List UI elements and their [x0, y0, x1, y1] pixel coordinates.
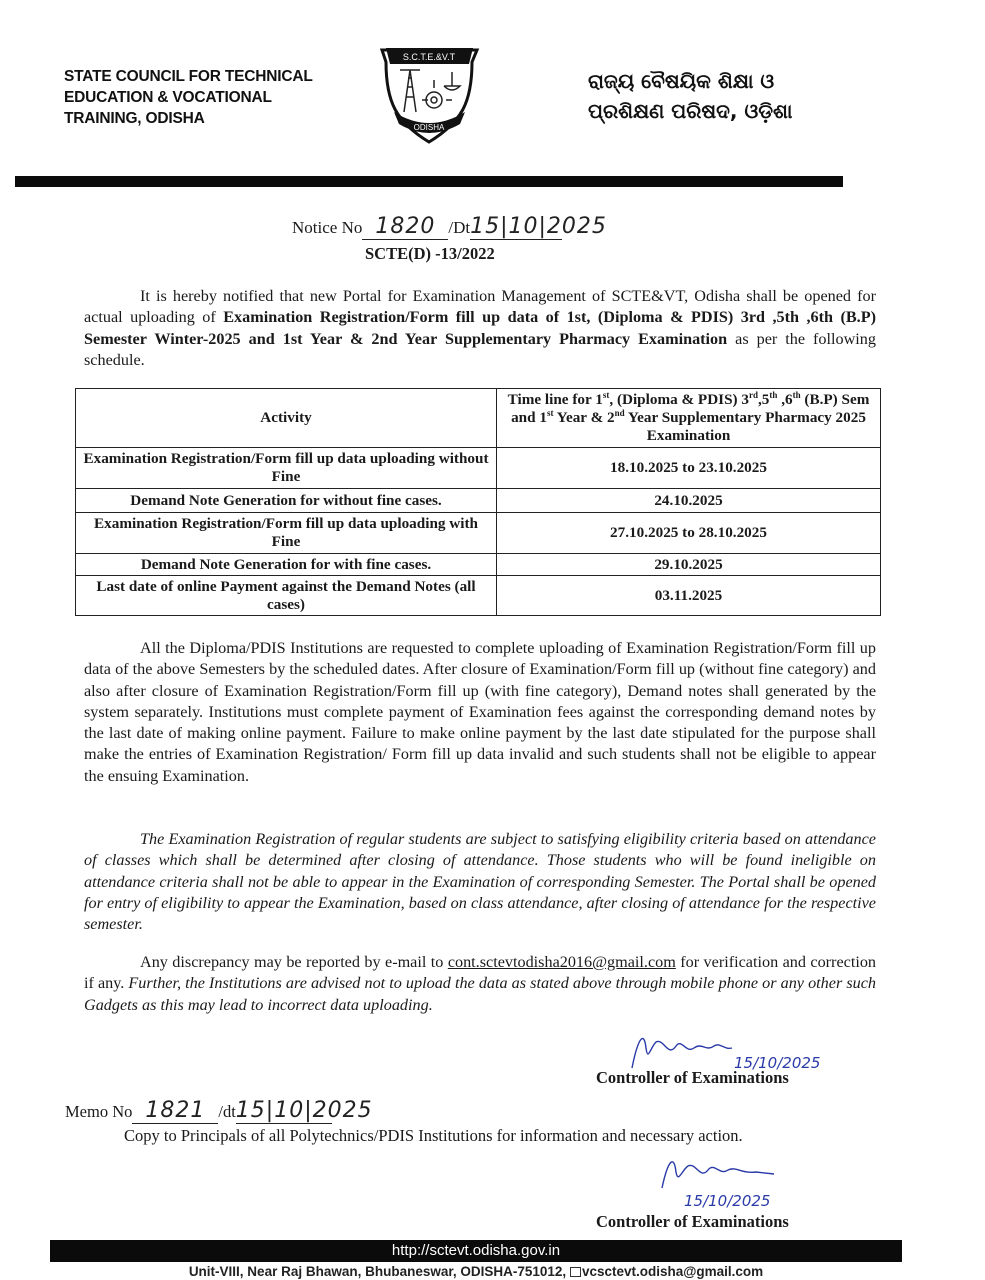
email-icon — [570, 1267, 581, 1277]
copy-to-line: Copy to Principals of all Polytechnics/PDIS Institutions for information and necessary action. — [124, 1126, 743, 1145]
svg-text:15/10/2025: 15/10/2025 — [734, 1054, 821, 1072]
institutions-paragraph: All the Diploma/PDIS Institutions are requested to complete uploading of Examination Registration/Form fill up data of the above Semesters by the scheduled dates. After closure of Examination/Form fill up (without fine category) and also after closure of Examination Registration/Form fill up (with fine category), Demand notes shall generated by the system separately. Institutions must complete payment of Examination fees against the corresponding demand notes by the last date of making online payment. Failure to make online payment by the last date stipulated for the purpose shall make the entries of Examination Registration/ Form fill up data invalid and such students shall not be eligible to appear the ensuing Examination. — [84, 639, 876, 785]
table-row — [76, 489, 881, 513]
svg-text:ODISHA: ODISHA — [413, 123, 445, 132]
row-activity: Examination Registration/Form fill up data uploading with Fine — [76, 513, 497, 554]
svg-text:15/10/2025: 15/10/2025 — [684, 1192, 771, 1210]
footer-address: Unit-VIII, Near Raj Bhawan, Bhubaneswar, ODISHA-751012, vcsctevt.odisha@gmail.com — [188, 1264, 764, 1279]
table-row — [76, 448, 881, 489]
header-activity: Activity — [76, 389, 497, 448]
memo-number: 1821 — [145, 1098, 206, 1123]
row-activity: Demand Note Generation for with fine cases. — [76, 554, 497, 576]
notice-date-label: /Dt — [448, 218, 471, 237]
row-activity: Last date of online Payment against the Demand Notes (all cases) — [76, 576, 497, 616]
discrepancy-paragraph: Any discrepancy may be reported by e-mail to cont.sctevtodisha2016@gmail.com for verification and correction if any. Further, the Institutions are advised not to upload the data as stated above through mobile phone or any other such Gadgets as this may lead to incorrect data uploading. — [84, 953, 877, 1014]
row-timeline: 18.10.2025 to 23.10.2025 — [497, 448, 881, 489]
intro-paragraph: It is hereby notified that new Portal for Examination Management of SCTE&VT, Odisha shall be opened for actual uploading of Examination Registration/Form fill up data of 1st, (Diploma & PDIS) 3rd ,5th ,6th (B.P) Semester Winter-2025 and 1st Year & 2nd Year Supplementary Pharmacy Examination as per the following schedule. — [84, 287, 876, 369]
memo-number-line — [65, 1098, 373, 1124]
schedule-table — [75, 388, 881, 616]
footer-website-link[interactable]: http://sctevt.odisha.gov.in — [391, 1242, 561, 1259]
row-activity: Demand Note Generation for without fine cases. — [76, 489, 497, 513]
notice-number-line — [292, 214, 607, 240]
signature-block-1 — [596, 1028, 856, 1090]
handwritten-signature-icon — [656, 1152, 836, 1210]
signature-2-title: Controller of Examinations — [596, 1212, 789, 1231]
notice-label: Notice No — [292, 218, 363, 237]
org-name-line-2: EDUCATION & VOCATIONAL — [64, 89, 272, 106]
table-row — [76, 554, 881, 576]
memo-date-label: /dt — [218, 1102, 236, 1121]
signature-1-title: Controller of Examinations — [596, 1068, 789, 1087]
org-name-line-3: TRAINING, ODISHA — [64, 110, 205, 127]
org-name-english — [64, 66, 313, 129]
org-name-odia-line-1: ରାଜ୍ୟ ବୈଷୟିକ ଶିକ୍ଷା ଓ — [588, 69, 775, 93]
notice-date: 15|10|2025 — [470, 214, 607, 239]
table-header-row — [76, 389, 881, 448]
notice-reference: SCTE(D) -13/2022 — [365, 244, 495, 263]
row-timeline: 27.10.2025 to 28.10.2025 — [497, 513, 881, 554]
footer-email[interactable]: vcsctevt.odisha@gmail.com — [581, 1264, 764, 1279]
row-activity: Examination Registration/Form fill up data uploading without Fine — [76, 448, 497, 489]
header-timeline: Time line for 1st, (Diploma & PDIS) 3rd,5th ,6th (B.P) Sem and 1st Year & 2nd Year Supplementary Pharmacy 2025 Examination — [497, 389, 881, 448]
svg-text:S.C.T.E.&V.T: S.C.T.E.&V.T — [402, 52, 456, 62]
emblem-shield-icon — [372, 42, 487, 147]
row-timeline: 03.11.2025 — [497, 576, 881, 616]
header-divider — [15, 176, 843, 187]
footer-website-bar — [50, 1240, 902, 1262]
org-name-odia-line-2: ପ୍ରଶିକ୍ଷଣ ପରିଷଦ, ଓଡ଼ିଶା — [588, 99, 793, 123]
signature-block-2 — [596, 1152, 856, 1232]
intro-bold-text: Examination Registration/Form fill up data of 1st, (Diploma & PDIS) 3rd ,5th ,6th (B.P) Semester Winter-2025 and 1st Year & 2nd Year Supplementary Pharmacy Examination — [84, 308, 876, 348]
contact-email-link[interactable]: cont.sctevtodisha2016@gmail.com — [447, 953, 676, 971]
row-timeline: 24.10.2025 — [497, 489, 881, 513]
table-row — [76, 576, 881, 616]
table-row — [76, 513, 881, 554]
org-name-odia — [588, 66, 792, 126]
row-timeline: 29.10.2025 — [497, 554, 881, 576]
memo-label: Memo No — [65, 1102, 133, 1121]
eligibility-paragraph: The Examination Registration of regular students are subject to satisfying eligibility criteria based on attendance of classes which shall be determined after closing of attendance. Those students who will be found ineligible on attendance criteria shall not be able to appear in the Examination of corresponding Semester. The Portal shall be opened for entry of eligibility to appear the Examination, based on class attendance, after closing of attendance for the respective semester. — [84, 830, 876, 934]
org-name-line-1: STATE COUNCIL FOR TECHNICAL — [64, 68, 313, 85]
notice-number: 1820 — [375, 214, 436, 239]
memo-date: 15|10|2025 — [235, 1098, 373, 1123]
